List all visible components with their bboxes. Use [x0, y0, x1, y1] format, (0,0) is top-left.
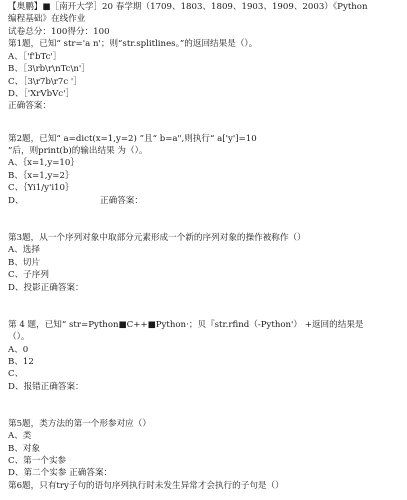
question-1-answer: 正确答案： [8, 101, 51, 111]
question-2-option-c: C、｛Yi1/y'i10｝ [8, 183, 74, 193]
question-1-option-c: C、［3\r7b\r7c '］ [8, 77, 82, 87]
exam-title-line-1: 【奥鹏】■［南开大学］20 春学期（1709、1803、1809、1903、1909、2003）《Python [8, 2, 368, 12]
question-3-option-a: A、选择 [8, 245, 40, 255]
question-2-option-a: A、｛x=1,y=10｝ [8, 158, 79, 168]
question-4-stem-1: 第 4 题，已知“ str=Python■C++■Python·；贝『str.rfind（-Python'） +返回的结果是 [8, 320, 364, 330]
question-4-option-a: A、0 [8, 345, 29, 355]
question-1-option-d: D、［'XrVbVc'］ [8, 89, 75, 99]
question-2-option-d: D、 [8, 196, 24, 206]
question-4-option-b: B、12 [8, 357, 34, 367]
question-3-option-c: C、子序列 [8, 270, 49, 280]
question-5-option-d: D、第二个实参 正确答案： [8, 468, 113, 478]
question-1-stem: 第1题，已知“ str='a n'；则“str.splitlines。”的返回结果是（）。 [8, 39, 258, 49]
question-3-stem: 第3题，从一个序列对象中取部分元素形成一个新的序列对象的操作被称作（） [8, 233, 306, 243]
question-3-option-b: B、切片 [8, 258, 41, 268]
exam-title-line-2: 编程基础》在线作业 [8, 14, 86, 24]
score-summary: 试卷总分：100得分：100 [8, 27, 110, 37]
question-4-option-d: D、报错正确答案： [8, 382, 84, 392]
question-4-option-c: C、 [8, 369, 24, 379]
question-2-stem-2: ”后，则print(b)的输出结果 为（）。 [8, 146, 148, 156]
question-1-option-b: B、［3\rb\r\nTc\n'］ [8, 64, 90, 74]
question-2-option-b: B、｛x=1,y=2｝ [8, 171, 74, 181]
question-4-stem-2: （）。 [8, 332, 30, 342]
question-6-stem: 第6题，只有try子句的语句序列执行时未发生异常才会执行的子句是（） [8, 481, 284, 491]
question-2-stem-1: 第2题，已知“ a=dict(x=1,y=2) ”且“ b=a",则执行“ a['y']=10 [8, 134, 257, 144]
question-1-option-a: A、［'f'bTc'］ [8, 52, 62, 62]
question-5-option-b: B、对象 [8, 444, 41, 454]
question-5-option-a: A、类 [8, 431, 32, 441]
question-5-stem: 第5题，类方法的第一个形参对应（） [8, 419, 151, 429]
question-5-option-c: C、第一个实参 [8, 456, 67, 466]
question-3-option-d: D、投影正确答案： [8, 283, 84, 293]
question-2-answer: 正确答案： [100, 196, 143, 206]
